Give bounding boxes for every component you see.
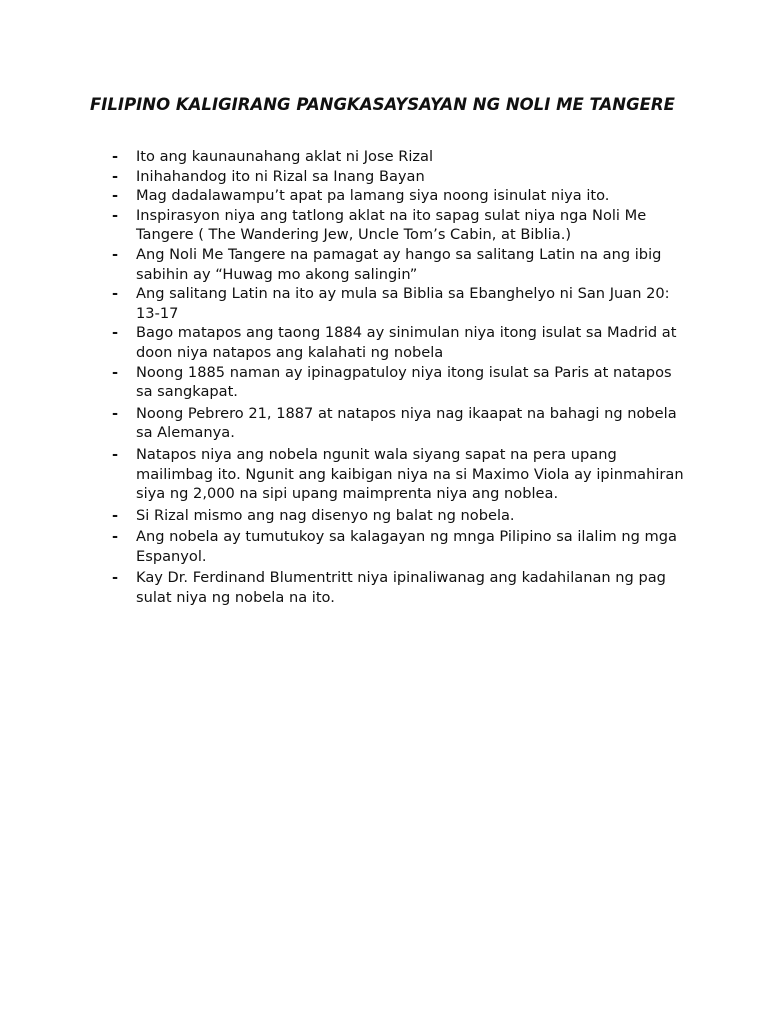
bullet-dash: - (112, 528, 119, 546)
bullet-dash: - (112, 206, 119, 224)
bullet-dash: - (112, 167, 119, 185)
bullet-list (110, 147, 690, 608)
list-item-text: Ang nobela ay tumutukoy sa kalagayan ng mnga Pilipino sa ilalim ng mga Espanyol. (136, 528, 677, 565)
list-item (110, 186, 690, 206)
list-item (110, 147, 690, 167)
list-item-text: Noong 1885 naman ay ipinagpatuloy niya itong isulat sa Paris at natapos sa sangkapat. (136, 363, 672, 401)
bullet-dash: - (112, 148, 119, 165)
list-item (110, 527, 690, 566)
list-item (110, 445, 690, 504)
bullet-dash: - (112, 506, 119, 524)
list-item (110, 506, 690, 526)
list-item (110, 323, 690, 362)
bullet-dash: - (112, 404, 119, 422)
list-item (110, 245, 690, 284)
list-item-text: Inihahandog ito ni Rizal sa Inang Bayan (136, 167, 425, 185)
list-item-text: Mag dadalawampu’t apat pa lamang siya noong isinulat niya ito. (136, 187, 610, 205)
list-item-text: Noong Pebrero 21, 1887 at natapos niya nag ikaapat na bahagi ng nobela sa Alemanya. (136, 404, 677, 442)
list-item-text: Kay Dr. Ferdinand Blumentritt niya ipinaliwanag ang kadahilanan ng pag sulat niya ng nobela na ito. (136, 569, 666, 607)
document-title: FILIPINO KALIGIRANG PANGKASAYSAYAN NG NOLI ME TANGERE (90, 95, 675, 114)
bullet-dash: - (112, 363, 119, 381)
list-item (110, 284, 690, 323)
list-item-text: Bago matapos ang taong 1884 ay sinimulan niya itong isulat sa Madrid at doon niya natapos ang kalahati ng nobela (136, 324, 677, 361)
list-item (110, 206, 690, 245)
list-item-text: Si Rizal mismo ang nag disenyo ng balat ng nobela. (136, 506, 515, 524)
list-item (110, 167, 690, 187)
list-item (110, 568, 690, 607)
bullet-dash: - (112, 445, 119, 463)
bullet-dash: - (112, 187, 119, 205)
list-item-text: Natapos niya ang nobela ngunit wala siyang sapat na pera upang mailimbag ito. Ngunit ang kaibigan niya na si Maximo Viola ay ipinmahiran siya ng 2,000 na sipi upang maimprenta niya ang noblea. (136, 445, 684, 503)
bullet-dash: - (112, 324, 119, 342)
bullet-dash: - (112, 245, 119, 263)
list-item-text: Inspirasyon niya ang tatlong aklat na ito sapag sulat niya nga Noli Me Tangere ( The Wandering Jew, Uncle Tom’s Cabin, at Biblia.) (136, 206, 647, 244)
list-item-text: Ang salitang Latin na ito ay mula sa Biblia sa Ebanghelyo ni San Juan 20: 13-17 (136, 285, 670, 322)
bullet-dash: - (112, 285, 119, 303)
list-item (110, 363, 690, 402)
list-item-text: Ito ang kaunaunahang aklat ni Jose Rizal (136, 148, 434, 165)
list-item-text: Ang Noli Me Tangere na pamagat ay hango sa salitang Latin na ang ibig sabihin ay “Huwag mo akong salingin” (136, 245, 662, 283)
list-item (110, 404, 690, 443)
bullet-dash: - (112, 569, 119, 587)
